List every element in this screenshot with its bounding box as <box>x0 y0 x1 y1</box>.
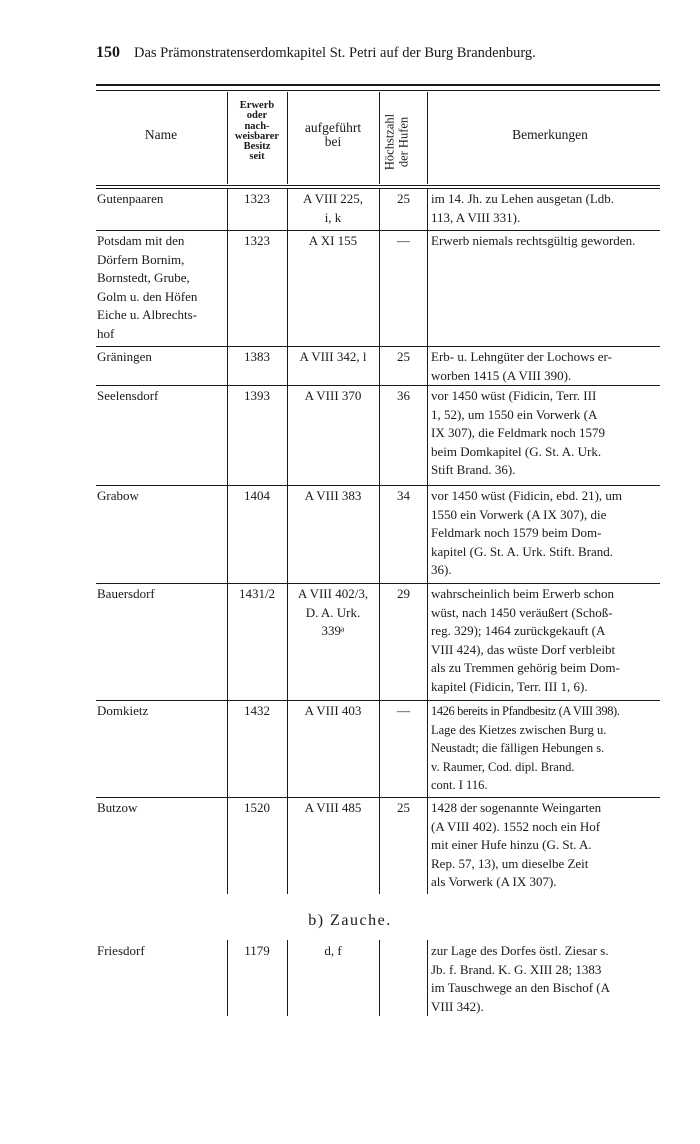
table-row-name: Seelensdorf <box>97 388 159 403</box>
header-divider <box>427 92 428 184</box>
column-divider <box>379 189 380 894</box>
column-header-erwerb: Erwerb oder nach- weisbarer Besitz seit <box>234 100 280 163</box>
table-row-bemerkungen: 1426 bereits in Pfandbesitz (A VIII 398). Lage des Kietzes zwischen Burg u. Neustadt; die fälligen Hebungen s. v. Raumer, Cod. dipl. Brand. cont. I 116. <box>431 704 620 792</box>
table-row-hufen: — <box>397 703 410 718</box>
table-row-name: Butzow <box>97 800 138 815</box>
row-separator <box>96 385 660 386</box>
running-title: Das Prämonstratenserdomkapitel St. Petri auf der Burg Brandenburg. <box>134 45 536 61</box>
table-row-erwerb: 1431/2 <box>238 586 276 601</box>
row-separator <box>96 346 660 347</box>
table-row-hufen: 34 <box>397 488 410 503</box>
row-separator <box>96 797 660 798</box>
table-row-hufen: 25 <box>397 349 410 364</box>
table-row-erwerb: 1179 <box>244 943 270 958</box>
table-row-erwerb: 1393 <box>244 388 270 403</box>
table-row-bemerkungen: im 14. Jh. zu Lehen ausgetan (Ldb. 113, A VIII 331). <box>431 191 615 225</box>
table-row-hufen: 25 <box>397 191 410 206</box>
top-rule-thick <box>96 84 660 86</box>
row-separator <box>96 583 660 584</box>
column-header-name: Name <box>144 127 178 142</box>
table-row-bemerkungen: zur Lage des Dorfes östl. Ziesar s. Jb. f. Brand. K. G. XIII 28; 1383 im Tauschwege an den Bischof (A VIII 342). <box>431 943 610 1014</box>
section-heading: b) Zauche. <box>308 912 392 929</box>
column-divider <box>427 189 428 894</box>
running-head <box>96 44 660 62</box>
table-row-name: Grabow <box>97 488 139 503</box>
table-row-aufgefuehrt: A VIII 342, l <box>299 349 367 364</box>
column-divider <box>227 189 228 894</box>
table-row-bemerkungen: Erb- u. Lehngüter der Lochows er- worben 1415 (A VIII 390). <box>431 349 612 383</box>
table-row-aufgefuehrt: A XI 155 <box>308 233 358 248</box>
table-row-aufgefuehrt: A VIII 370 <box>304 388 362 403</box>
column-divider <box>287 189 288 894</box>
table-row-aufgefuehrt: A VIII 402/3, D. A. Urk. 339ᵃ <box>297 586 369 638</box>
column-header-bemerkungen: Bemerkungen <box>512 127 588 142</box>
table-row-erwerb: 1432 <box>244 703 270 718</box>
column-divider <box>379 940 380 1016</box>
table-row-erwerb: 1323 <box>244 191 270 206</box>
table-row-bemerkungen: 1428 der sogenannte Weingarten (A VIII 402). 1552 noch ein Hof mit einer Hufe hinzu (G. St. A. Rep. 57, 13), um dieselbe Zeit als Vorwerk (A IX 307). <box>431 800 602 889</box>
table-row-aufgefuehrt: A VIII 383 <box>304 488 362 503</box>
table-row-name: Gräningen <box>97 349 152 364</box>
table-row-aufgefuehrt: d, f <box>324 943 342 958</box>
row-separator <box>96 700 660 701</box>
table-row-bemerkungen: vor 1450 wüst (Fidicin, Terr. III 1, 52), um 1550 ein Vorwerk (A IX 307), die Feldmark noch 1579 beim Domkapitel (G. St. A. Urk. Stift Brand. 36). <box>431 388 606 477</box>
table-row-hufen: 29 <box>397 586 410 601</box>
table-row-hufen: 25 <box>397 800 410 815</box>
table-row-erwerb: 1323 <box>244 233 270 248</box>
table-row-erwerb: 1520 <box>244 800 270 815</box>
table-row-hufen: — <box>397 233 410 248</box>
row-separator <box>96 230 660 231</box>
page-number: 150 <box>96 44 120 61</box>
table-row-aufgefuehrt: A VIII 485 <box>304 800 362 815</box>
top-rule-thin <box>96 90 660 91</box>
table-row-aufgefuehrt: A VIII 403 <box>304 703 362 718</box>
table-row-hufen: 36 <box>397 388 410 403</box>
table-row-bemerkungen: vor 1450 wüst (Fidicin, ebd. 21), um 1550 ein Vorwerk (A IX 307), die Feldmark noch 1579 beim Dom- kapitel (G. St. A. Urk. Stift. Brand. 36). <box>431 488 623 577</box>
table-row-aufgefuehrt: A VIII 225, i, k <box>302 191 364 225</box>
table-row-bemerkungen: wahrscheinlich beim Erwerb schon wüst, nach 1450 veräußert (Schoß- reg. 329); 1464 zurückgekauft (A VIII 424), das wüste Dorf verbleibt als zu Tremmen gehörig beim Dom- kapitel (Fidicin, Terr. III 1, 6). <box>431 586 620 694</box>
table-row-name: Bauersdorf <box>97 586 155 601</box>
header-rule <box>96 185 660 186</box>
row-separator <box>96 485 660 486</box>
table-row-erwerb: 1404 <box>244 488 270 503</box>
table-row-erwerb: 1383 <box>244 349 270 364</box>
table-row-name: Domkietz <box>97 703 149 718</box>
column-header-hoechstzahl: Höchstzahl der Hufen <box>382 113 411 171</box>
table-row-name: Gutenpaaren <box>97 191 164 206</box>
table-row-name: Friesdorf <box>97 943 145 958</box>
column-divider <box>427 940 428 1016</box>
header-rule <box>96 188 660 189</box>
table-row-name: Potsdam mit den Dörfern Bornim, Bornstedt, Grube, Golm u. den Höfen Eiche u. Albrechts- hof <box>97 233 198 341</box>
table-row-bemerkungen: Erwerb niemals rechtsgültig geworden. <box>431 233 636 248</box>
column-header-aufgefuehrt: aufgeführt bei <box>304 120 362 150</box>
